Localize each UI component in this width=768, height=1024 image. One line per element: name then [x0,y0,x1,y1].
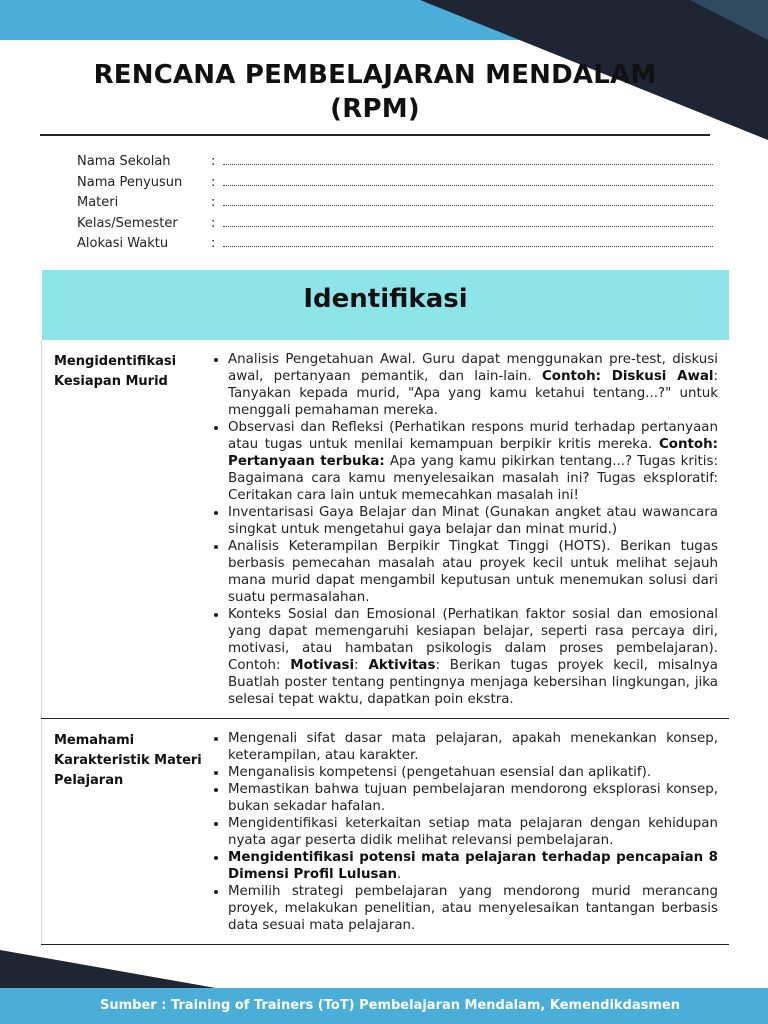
list-item [228,730,718,764]
text-segment: : [354,658,369,673]
text-segment: Memilih strategi pembelajaran yang mendorong murid merancang proyek, melakukan penelitian, atau menyelesaikan tantangan berbasis data sesuai mata pelajaran. [228,884,718,933]
list-item [228,815,718,849]
text-segment: Observasi dan Refleksi (Perhatikan respons murid terhadap pertanyaan atau tugas untuk menilai kemampuan berpikir kritis mereka. [228,420,718,452]
source-credit: Sumber : Training of Trainers (ToT) Pembelajaran Mendalam, Kemendikdasmen [100,998,680,1013]
list-item [228,419,718,504]
field-colon: : [211,174,216,190]
section-header-identifikasi [42,270,729,340]
list-item [228,538,718,606]
list-item [228,351,718,419]
field-blank-line [223,174,713,186]
field-colon: : [211,154,216,169]
document-title [40,58,710,126]
field-label: Kelas/Semester [77,215,178,231]
list-item [228,849,718,883]
text-segment: Mengenali sifat dasar mata pelajaran, apakah menekankan konsep, keterampilan, atau karakter. [228,731,718,763]
row-content [202,340,729,718]
list-item [228,764,718,781]
text-segment: Analisis Keterampilan Berpikir Tingkat Tinggi (HOTS). Berikan tugas berbasis pemecahan masalah atau proyek kecil untuk melihat sejauh mana murid dapat mengambil keputusan untuk menemukan solusi dari suatu permasalahan. [228,539,718,605]
field-label: Nama Penyusun [77,174,183,190]
text-segment: Mengidentifikasi keterkaitan setiap mata pelajaran dengan kehidupan nyata agar peserta didik melihat relevansi pembelajaran. [228,816,718,848]
text-segment: Apa yang kamu pikirkan tentang...? Tugas kritis: Bagaimana cara kamu menyelesaikan masalah ini? Tugas eksploratif: Ceritakan cara lain untuk memecahkan masalah ini! [228,454,719,503]
identity-fields [77,153,713,256]
text-segment: Konteks Sosial dan Emosional (Perhatikan faktor sosial dan emosional yang dapat memengaruhi kesiapan belajar, seperti rasa percaya diri, motivasi, atau hambatan psikologis dalam proses pembelajaran). Contoh: [228,607,718,673]
row-label: Mengidentifikasi Kesiapan Murid [54,354,177,389]
text-segment: : Tanyakan kepada murid, "Apa yang kamu ketahui tentang...?" untuk menggali pemahaman mereka. [228,369,718,418]
list-item [228,781,718,815]
bold-text: Mengidentifikasi potensi mata pelajaran terhadap pencapaian 8 Dimensi Profil Lulusan [228,850,718,882]
title-divider [40,134,710,136]
list-item [228,606,718,708]
field-colon: : [211,215,216,231]
field-colon: : [211,236,216,251]
text-segment: Menganalisis kompetensi (pengetahuan esensial dan aplikatif). [228,765,652,780]
bullet-list [202,351,718,708]
table-row [41,719,729,944]
field-blank-line [223,235,713,247]
row-content [202,719,729,944]
row-divider [41,944,729,945]
bold-text: Aktivitas [368,658,436,673]
text-segment: Inventarisasi Gaya Belajar dan Minat (Gunakan angket atau wawancara singkat untuk mengetahui gaya belajar dan minat murid.) [228,505,718,537]
text-segment: Analisis Pengetahuan Awal. Guru dapat menggunakan pre-test, diskusi awal, pertanyaan pemantik, dan lain-lain. [228,352,718,384]
field-label: Nama Sekolah [77,154,171,169]
section-heading: Identifikasi [303,284,468,314]
field-label: Alokasi Waktu [77,236,169,251]
field-alokasi-waktu [77,235,713,256]
bold-text: Motivasi [290,658,355,673]
bullet-list [202,730,718,934]
title-line-2: (RPM) [330,94,420,124]
field-blank-line [223,153,713,165]
text-segment: Memastikan bahwa tujuan pembelajaran mendorong eksplorasi konsep, bukan sekadar hafalan. [228,782,718,814]
field-colon: : [211,195,216,210]
field-nama-penyusun [77,174,713,195]
table-row [41,340,729,718]
row-label: Memahami Karakteristik Materi Pelajaran [54,733,202,788]
bold-text: Contoh: Diskusi Awal [541,369,714,384]
list-item [228,504,718,538]
identifikasi-table [41,340,729,945]
field-kelas-semester [77,215,713,236]
field-label: Materi [77,195,119,210]
field-materi [77,194,713,215]
bold-text: Contoh: Pertanyaan terbuka: [228,437,718,469]
text-segment: . [397,867,402,882]
field-blank-line [223,194,713,206]
list-item [228,883,718,934]
text-segment: : Berikan tugas proyek kecil, misalnya Buatlah poster tentang pentingnya menjaga kebersihan lingkungan, jika selesai tepat waktu, dapatkan poin ekstra. [228,658,718,707]
field-nama-sekolah [77,153,713,174]
title-line-1: RENCANA PEMBELAJARAN MENDALAM [93,60,657,90]
field-blank-line [223,215,713,227]
